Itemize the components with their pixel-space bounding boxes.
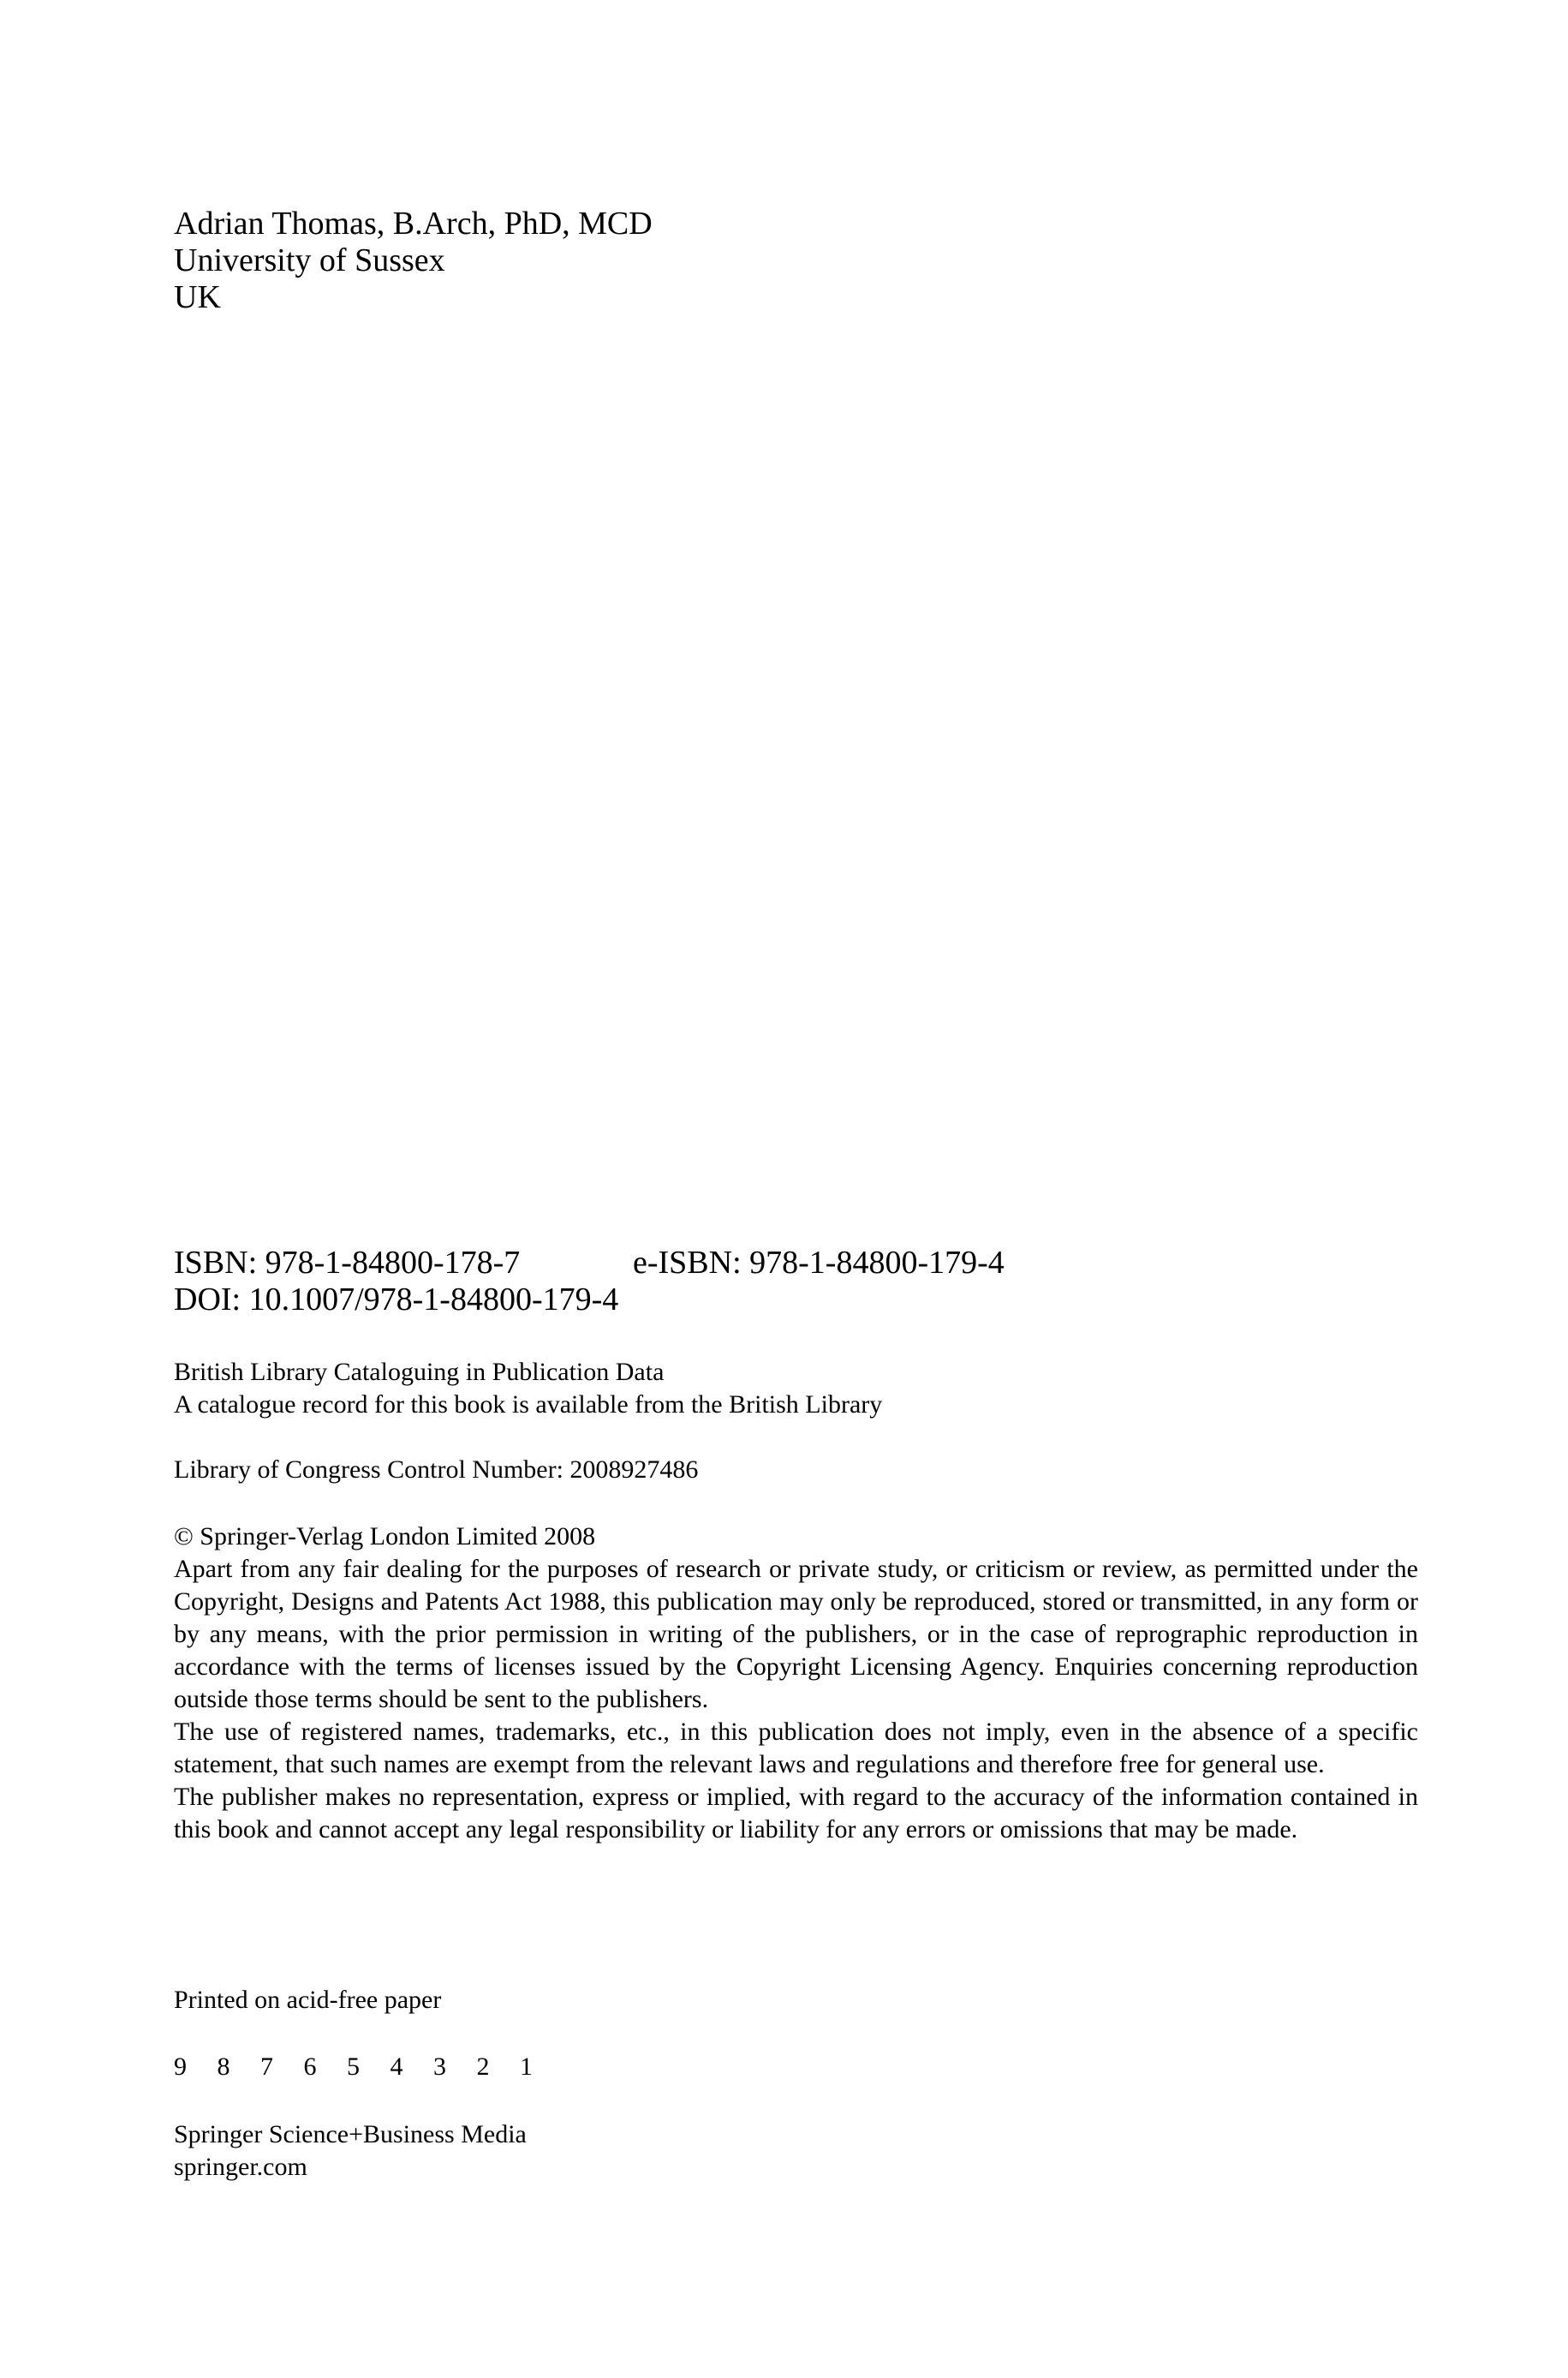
lccn-block — [174, 1454, 1418, 1486]
e-isbn: e-ISBN: 978-1-84800-179-4 — [633, 1245, 1005, 1281]
lccn: Library of Congress Control Number: 2008927486 — [174, 1455, 699, 1484]
isbn: ISBN: 978-1-84800-178-7 — [174, 1245, 521, 1281]
printline-block — [174, 2051, 1418, 2083]
copyright-block — [174, 1521, 1418, 1846]
author-affiliation: University of Sussex — [174, 242, 445, 278]
publisher-name: Springer Science+Business Media — [174, 2120, 527, 2148]
publisher-website: springer.com — [174, 2153, 307, 2181]
doi-row — [174, 1282, 1424, 1318]
author-country: UK — [174, 279, 221, 315]
author-block — [174, 206, 653, 316]
author-name: Adrian Thomas, B.Arch, PhD, MCD — [174, 206, 653, 242]
printline: 9 8 7 6 5 4 3 2 1 — [174, 2052, 545, 2081]
cataloguing-heading: British Library Cataloguing in Publication Data — [174, 1358, 665, 1386]
copyright-paragraph-trademarks: The use of registered names, trademarks, etc., in this publication does not imply, even in the absence of a specific statement, that such names are exempt from the relevant laws and regulations and therefore free for general use. — [174, 1718, 1418, 1778]
publisher-block — [174, 2118, 1418, 2184]
copyright-paragraph-reproduction: Apart from any fair dealing for the purposes of research or private study, or criticism or review, as permitted under the Copyright, Designs and Patents Act 1988, this publication may only be reproduced, stored or transmitted, in any form or by any means, with the prior permission in writing of the publishers, or in the case of reprographic reproduction in accordance with the terms of licenses issued by the Copyright Licensing Agency. Enquiries concerning reproduction outside those terms should be sent to the publishers. — [174, 1555, 1418, 1713]
doi: DOI: 10.1007/978-1-84800-179-4 — [174, 1282, 619, 1317]
printed-note-block — [174, 1984, 1418, 2017]
isbn-row — [174, 1245, 1424, 1282]
copyright-paragraph-disclaimer: The publisher makes no representation, express or implied, with regard to the accuracy of the information contained in this book and cannot accept any legal responsibility or liability for any errors or omissions that may be made. — [174, 1783, 1418, 1843]
copyright-notice: © Springer-Verlag London Limited 2008 — [174, 1522, 596, 1550]
identifier-block — [174, 1245, 1424, 1318]
printed-note: Printed on acid-free paper — [174, 1986, 442, 2014]
cataloguing-note: A catalogue record for this book is available from the British Library — [174, 1390, 883, 1419]
cataloguing-block — [174, 1356, 1418, 1421]
